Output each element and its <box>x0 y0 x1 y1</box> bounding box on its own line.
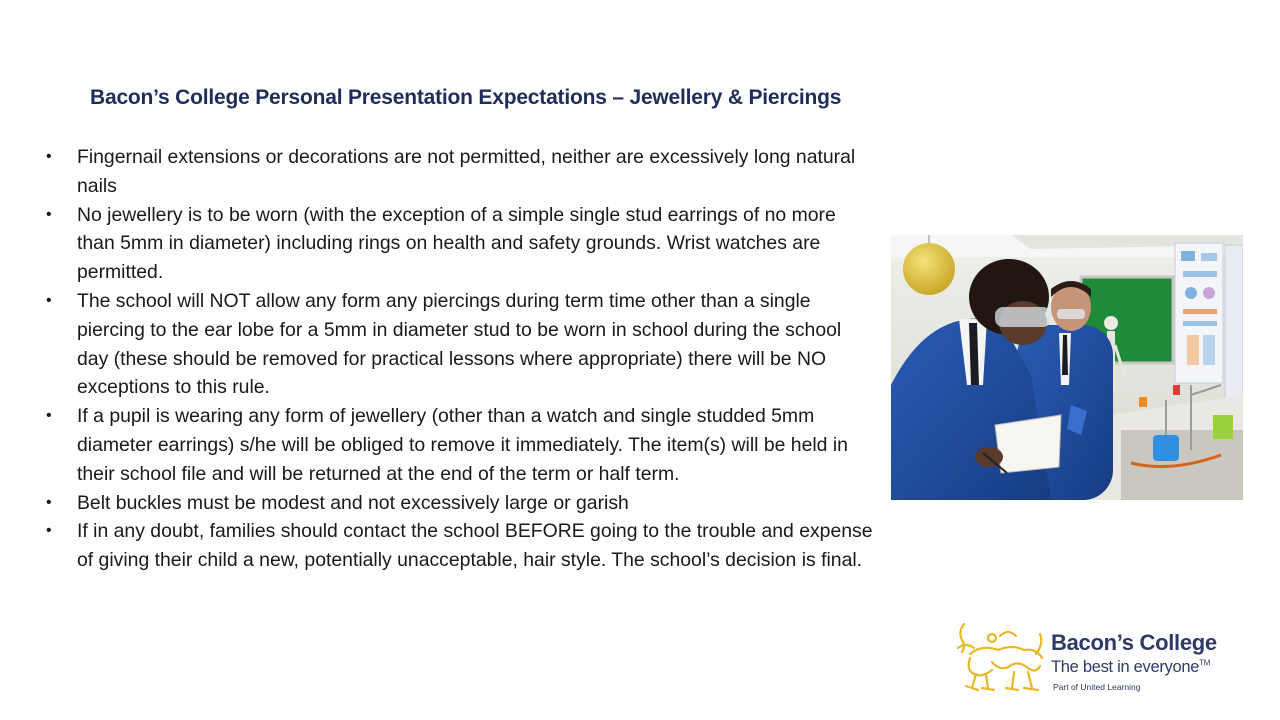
poster-graphic <box>1183 271 1217 277</box>
poster-graphic <box>1183 321 1217 326</box>
bullet-symbol: • <box>46 493 52 511</box>
safety-goggles <box>995 307 1051 327</box>
skeleton-skull <box>1104 316 1118 330</box>
bullet-text: The school will NOT allow any form any piercings during term time other than a single piercing to the ear lobe for a 5mm in diameter stud to be worn in school during the school day (these should be removed for practical lessons where appropriate) there will be NO exceptions to this rule. <box>77 289 842 399</box>
bullet-item <box>46 287 876 402</box>
wall-poster <box>1225 245 1243 405</box>
bullet-symbol: • <box>46 522 52 540</box>
bullet-text: Fingernail extensions or decorations are not permitted, neither are excessively long natural nails <box>77 146 856 197</box>
bullet-list <box>46 143 876 575</box>
college-logo <box>952 618 1217 694</box>
bullet-symbol: • <box>46 148 52 165</box>
notebook <box>995 415 1061 473</box>
lion-crest-icon <box>952 618 1048 694</box>
logo-tagline-text: The best in everyone <box>1051 658 1200 676</box>
bullet-item <box>46 402 876 488</box>
poster-graphic <box>1203 287 1215 299</box>
bullet-symbol: • <box>46 407 52 425</box>
orange-solution <box>1139 397 1147 407</box>
slide-title: Bacon’s College Personal Presentation Expectations – Jewellery & Piercings <box>90 86 842 109</box>
poster-graphic <box>1185 287 1197 299</box>
bullet-item <box>46 143 876 201</box>
bullet-symbol: • <box>46 205 52 223</box>
red-solution <box>1173 385 1180 395</box>
bullet-symbol: • <box>46 291 52 309</box>
student-tie <box>1062 335 1068 375</box>
bullet-text: No jewellery is to be worn (with the exception of a simple single stud earrings of no more than 5mm in diameter) including rings on health and safety grounds. Wrist watches are permitted. <box>77 203 836 284</box>
logo-subline: Part of United Learning <box>1053 682 1141 692</box>
poster-graphic <box>1181 251 1195 261</box>
bullet-text: Belt buckles must be modest and not excessively large or garish <box>77 491 629 514</box>
trademark-mark: TM <box>1199 658 1211 668</box>
bullet-item <box>46 517 876 575</box>
classroom-photo <box>891 235 1243 500</box>
logo-name: Bacon’s College <box>1051 630 1217 655</box>
safety-goggles <box>1057 309 1085 319</box>
poster-graphic <box>1201 253 1217 261</box>
poster-graphic <box>1183 309 1217 314</box>
bullet-text: If a pupil is wearing any form of jewellery (other than a watch and single studded 5mm diameter earrings) s/he will be obliged to remove it immediately. The item(s) will be held in their school file and will be returned at the end of the term or half term. <box>77 405 848 485</box>
blue-solution <box>1153 435 1179 461</box>
poster-graphic <box>1187 335 1199 365</box>
logo-tagline <box>1051 658 1210 677</box>
bullet-item <box>46 201 876 287</box>
bullet-text: If in any doubt, families should contact the school BEFORE going to the trouble and expense of giving their child a new, potentially unacceptable, hair style. The school’s decision is final. <box>77 520 873 572</box>
bullet-item <box>46 489 876 518</box>
green-solution <box>1213 415 1233 439</box>
poster-graphic <box>1203 335 1215 365</box>
planet-model <box>903 243 955 295</box>
classroom-photo-illustration <box>891 235 1243 500</box>
